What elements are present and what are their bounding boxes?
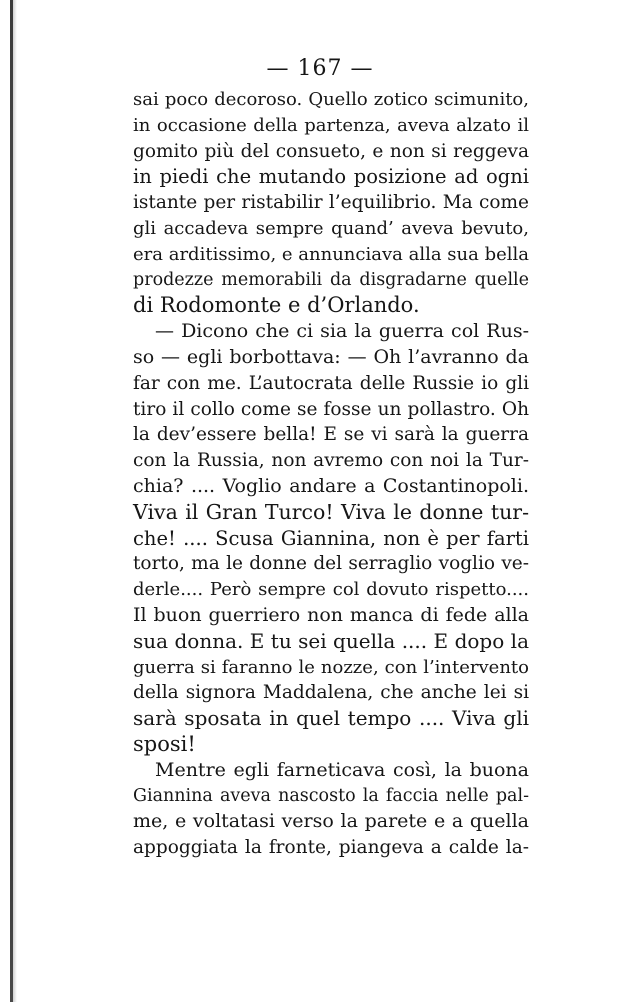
text-line: della signora Maddalena, che anche lei si [133, 682, 529, 704]
text-line: in piedi che mutando posizione ad ogni [133, 165, 529, 189]
text-line: di Rodomonte e d’Orlando. [133, 293, 420, 318]
text-line: sua donna. E tu sei quella .... E dopo la [133, 628, 529, 653]
text-line: sposi! [133, 731, 196, 756]
text-line: era arditissimo, e annunciava alla sua bella [133, 243, 529, 265]
text-line: Giannina aveva nascosto la faccia nelle pal- [133, 785, 529, 806]
body-text [133, 87, 529, 861]
text-line: gomito più del consueto, e non si reggeva [133, 140, 529, 162]
text-line: Viva il Gran Turco! Viva le donne tur- [133, 499, 529, 524]
text-line: che! .... Scusa Giannina, non è per farti [133, 526, 529, 550]
text-line: torto, ma le donne del serraglio voglio ve- [133, 553, 529, 575]
text-line: prodezze memorabili da disgradarne quelle [133, 269, 529, 290]
text-line: — Dicono che ci sia la guerra col Rus- [155, 320, 529, 343]
text-line: guerra si faranno le nozze, con l’intervento [133, 656, 529, 678]
text-line: chia? .... Voglio andare a Costantinopoli. [133, 474, 529, 497]
text-line: in occasione della partenza, aveva alzato il [133, 114, 529, 136]
text-line: sarà sposata in quel tempo .... Viva gli [133, 706, 529, 731]
page-number: — 167 — [266, 56, 374, 81]
text-line: me, e voltatasi verso la parete e a quella [133, 810, 529, 833]
text-line: la dev’essere bella! E se vi sarà la guerra [133, 424, 529, 446]
text-line: appoggiata la fronte, piangeva a calde la- [133, 837, 529, 859]
text-line: gli accadeva sempre quand’ aveva bevuto, [133, 217, 529, 239]
text-line: Mentre egli farneticava così, la buona [155, 758, 529, 781]
text-line: istante per ristabilir l’equilibrio. Ma come [133, 192, 529, 214]
text-line: far con me. L’autocrata delle Russie io gli [133, 372, 529, 394]
text-line: Il buon guerriero non manca di fede alla [133, 603, 529, 626]
text-line: con la Russia, non avremo con noi la Tur- [133, 450, 529, 472]
text-line: sai poco decoroso. Quello zotico scimunito, [133, 89, 529, 110]
text-line: tiro il collo come se fosse un pollastro. Oh [133, 398, 529, 420]
text-line: derle.... Però sempre col dovuto rispetto.... [133, 579, 529, 601]
page-binding-shadow [13, 0, 17, 1002]
text-line: so — egli borbottava: — Oh l’avranno da [133, 345, 529, 368]
